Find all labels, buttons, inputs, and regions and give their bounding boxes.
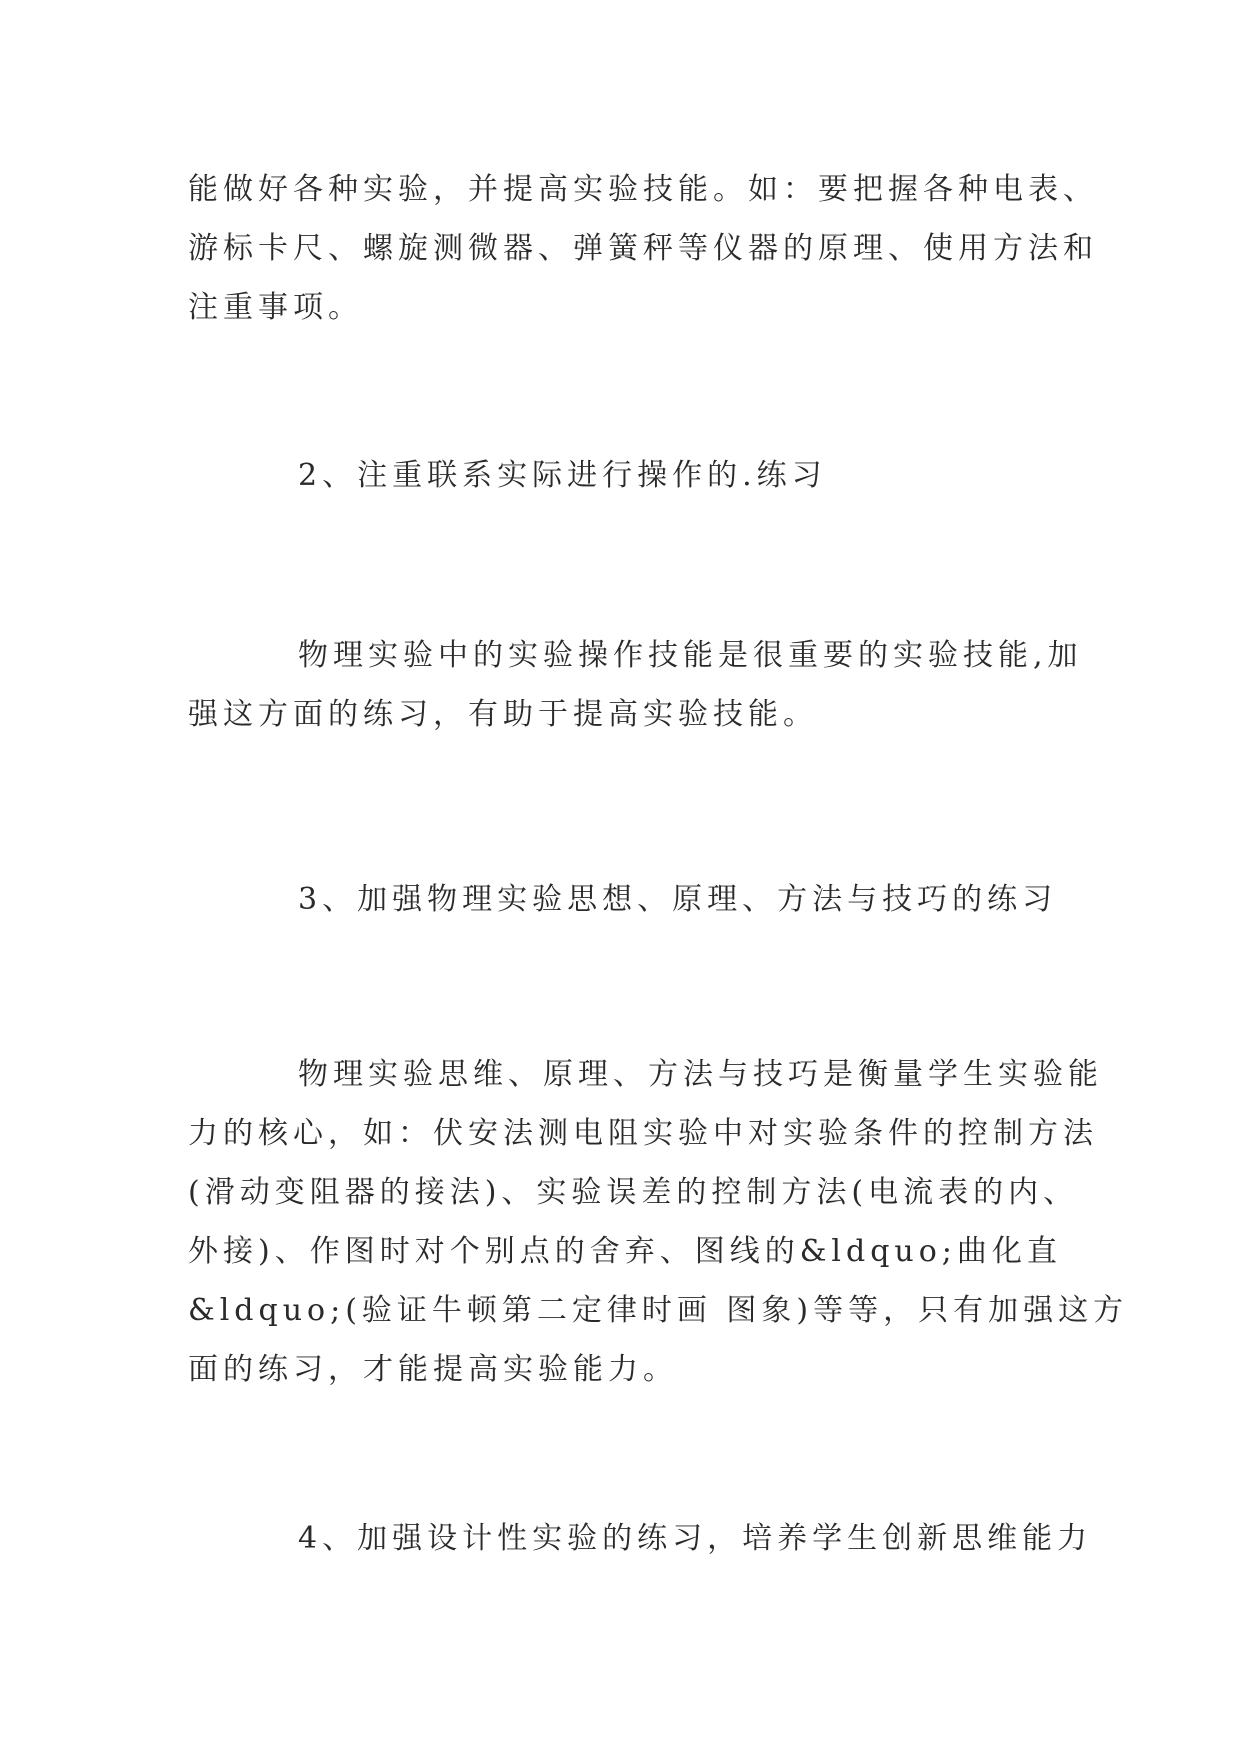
paragraph-line: &ldquo;(验证牛顿第二定律时画 图象)等等，只有加强这方: [188, 1293, 1129, 1328]
paragraph-operation-skills: [188, 626, 1083, 744]
paragraph-thinking-methods: [188, 1045, 1129, 1399]
paragraph-line: 面的练习，才能提高实验能力。: [188, 1352, 678, 1387]
paragraph-line: 游标卡尺、螺旋测微器、弹簧秤等仪器的原理、使用方法和: [188, 231, 1098, 266]
paragraph-line: 物理实验思维、原理、方法与技巧是衡量学生实验能: [298, 1057, 1103, 1092]
heading-section-2: [188, 446, 1068, 505]
section-heading: 4、加强设计性实验的练习，培养学生创新思维能力: [298, 1521, 1093, 1556]
paragraph-line: 外接)、作图时对个别点的舍弃、图线的&ldquo;曲化直: [188, 1234, 1062, 1269]
paragraph-instrument-skills: [188, 160, 1098, 337]
section-heading: 2、注重联系实际进行操作的.练习: [298, 458, 827, 493]
heading-section-3: [188, 870, 1068, 929]
paragraph-line: 力的核心，如：伏安法测电阻实验中对实验条件的控制方法: [188, 1116, 1098, 1151]
paragraph-line: 注重事项。: [188, 290, 363, 325]
paragraph-line: 物理实验中的实验操作技能是很重要的实验技能,加: [298, 638, 1083, 673]
heading-section-4: [188, 1509, 1093, 1568]
paragraph-line: 强这方面的练习，有助于提高实验技能。: [188, 697, 818, 732]
paragraph-line: 能做好各种实验，并提高实验技能。如：要把握各种电表、: [188, 172, 1098, 207]
section-heading: 3、加强物理实验思想、原理、方法与技巧的练习: [298, 882, 1058, 917]
paragraph-line: (滑动变阻器的接法)、实验误差的控制方法(电流表的内、: [188, 1175, 1079, 1210]
